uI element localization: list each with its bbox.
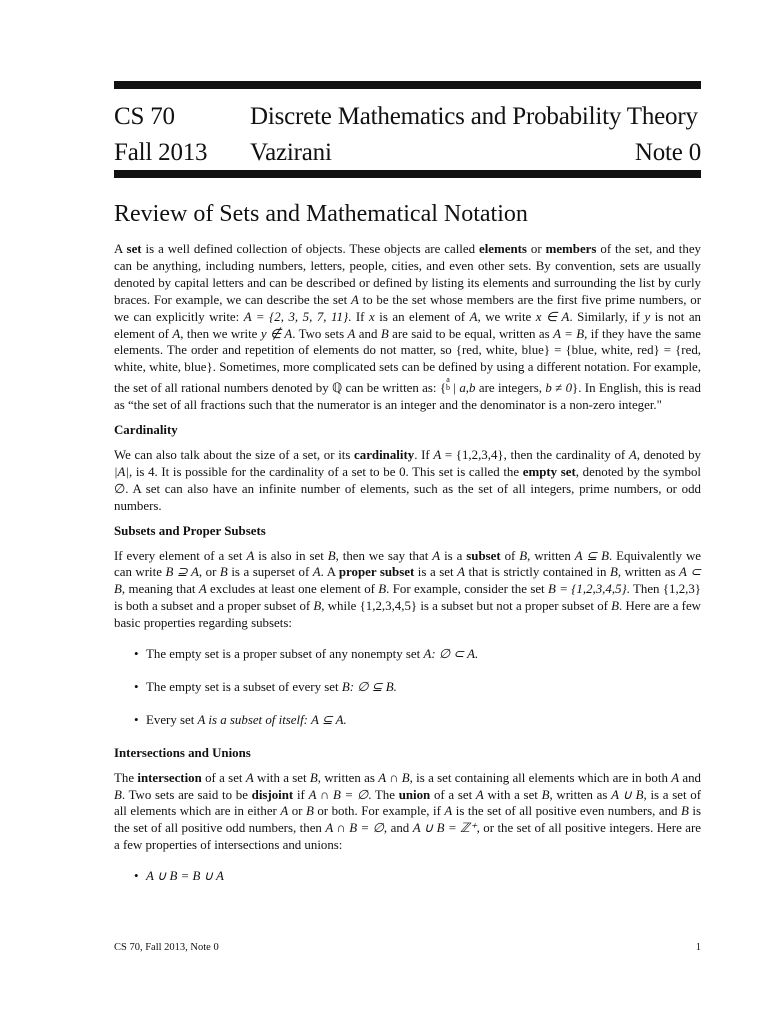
list-item: • The empty set is a proper subset of any nonempty set A: ∅ ⊂ A. [134, 647, 479, 662]
list-item: • Every set A is a subset of itself: A ⊆ A. [134, 712, 347, 727]
bullet-icon: • [134, 712, 139, 727]
subsets-paragraph: If every element of a set A is also in set B, then we say that A is a subset of B, written A ⊆ B. Equivalently we can write B ⊇ A, or B is a superset of A. A proper subset is a set A that is strictly contained in B, written as A ⊂ B, meaning that A excludes at least one element of B. For example, consider the set B = {1,2,3,4,5}. Then {1,2,3} is both a subset and a proper subset of B, while {1,2,3,4,5} is a subset but not a proper subset of B. Here are a few basic properties regarding subsets: [114, 548, 701, 631]
section-heading-intersections: Intersections and Unions [114, 745, 251, 760]
fraction-a-over-b: a b [446, 375, 451, 393]
section-heading-subsets: Subsets and Proper Subsets [114, 523, 266, 538]
header-term: Fall 2013 [114, 139, 208, 166]
footer-page-number: 1 [695, 942, 701, 953]
subset-properties-list [114, 646, 701, 729]
bullet-icon: • [134, 647, 139, 662]
header-course-title: Discrete Mathematics and Probability Theory [250, 103, 698, 130]
header-bottom-rule [114, 170, 701, 178]
footer-note-label: CS 70, Fall 2013, Note 0 [114, 942, 219, 953]
document-body [114, 241, 701, 885]
document-title: Review of Sets and Mathematical Notation [114, 201, 528, 227]
bullet-icon: • [134, 869, 139, 884]
intersections-paragraph: The intersection of a set A with a set B, written as A ∩ B, is a set containing all elements which are in both A and B. Two sets are said to be disjoint if A ∩ B = ∅. The union of a set A with a set B, written as A ∪ B, is a set of all elements which are in either A or B or both. For example, if A is the set of all positive even numbers, and B is the set of all positive odd numbers, then A ∩ B = ∅, and A ∪ B = ℤ⁺, or the set of all positive integers. Here are a few properties of intersections and unions: [114, 770, 701, 853]
list-item: • A ∪ B = B ∪ A [134, 869, 224, 884]
header-author: Vazirani [250, 139, 332, 166]
union-properties-list [114, 868, 701, 885]
list-item: • The empty set is a subset of every set B: ∅ ⊆ B. [134, 679, 397, 694]
cardinality-paragraph: We can also talk about the size of a set, or its cardinality. If A = {1,2,3,4}, then the cardinality of A, denoted by |A|, is 4. It is possible for the cardinality of a set to be 0. This set is called the empty set, denoted by the symbol ∅. A set can also have an infinite number of elements, such as the set of all integers, prime numbers, or odd numbers. [114, 447, 701, 513]
section-heading-cardinality: Cardinality [114, 423, 178, 438]
header-note-number: Note 0 [634, 139, 701, 166]
bullet-icon: • [134, 679, 139, 694]
header-course: CS 70 [114, 103, 175, 130]
intro-paragraph: A set is a well defined collection of objects. These objects are called elements or members of the set, and they can be anything, including numbers, letters, people, cities, and even other sets. By convention, sets are usually denoted by capital letters and can be described or defined by listing its elements and surrounding the list by curly braces. For example, we can describe the set A to be the set whose members are the first five prime numbers, or we can explicitly write: A = {2, 3, 5, 7, 11}. If x is an element of A, we write x ∈ A. Similarly, if y is not an element of A, then we write y ∉ A. Two sets A and B are said to be equal, written as A = B, if they have the same elements. The order and repetition of elements do not matter, so {red, white, blue} = {blue, white, red} = {red, white, white, blue}. Sometimes, more complicated sets can be defined by using a different notation. For example, the set of all rational numbers denoted by ℚ can be written as: { a b | a,b are integers, b ≠ 0}. In English, this is read as “the set of all fractions such that the numerator is an integer and the denominator is a non-zero integer." [114, 242, 701, 413]
header-top-rule [114, 81, 701, 89]
